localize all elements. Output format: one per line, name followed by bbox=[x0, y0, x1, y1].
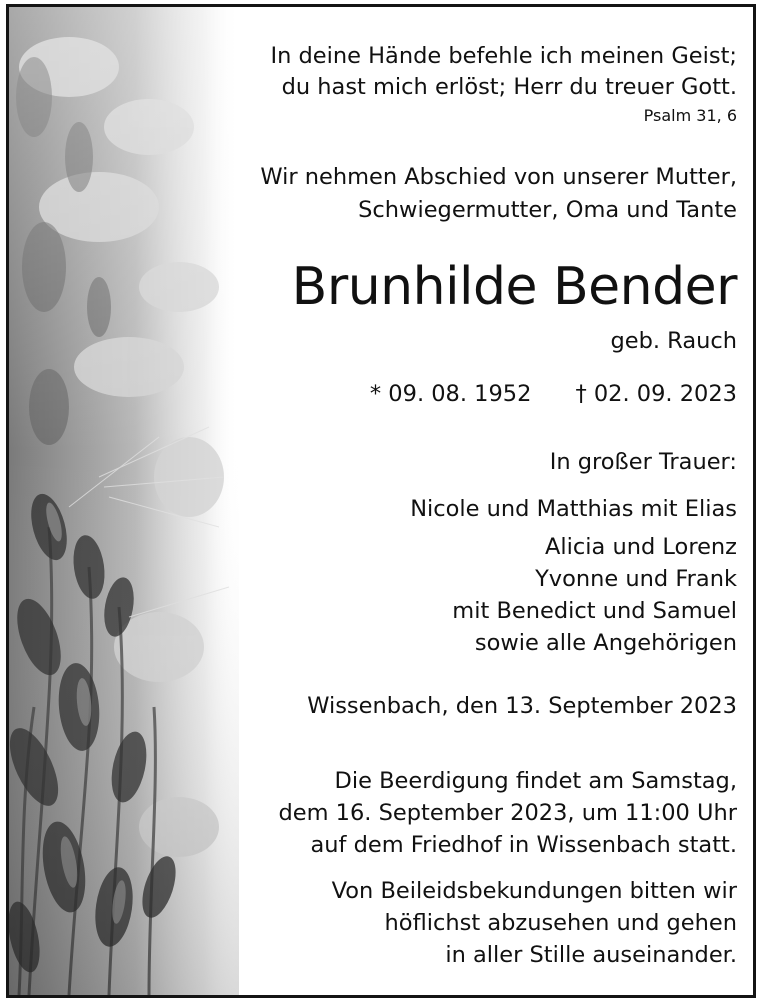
mourner-line: Yvonne und Frank bbox=[535, 566, 737, 592]
place-date: Wissenbach, den 13. September 2023 bbox=[307, 693, 737, 719]
deceased-name: Brunhilde Bender bbox=[291, 257, 737, 317]
verse-line-1: In deine Hände befehle ich meinen Geist; bbox=[270, 43, 737, 69]
mourner-line: sowie alle Angehörigen bbox=[474, 630, 737, 656]
maiden-name: geb. Rauch bbox=[610, 328, 737, 354]
verse-line-2: du hast mich erlöst; Herr du treuer Gott. bbox=[281, 74, 737, 100]
funeral-line-1: Die Beerdigung findet am Samstag, bbox=[334, 768, 737, 794]
condolences-line-2: höflichst abzusehen und gehen bbox=[384, 910, 737, 936]
funeral-line-3: auf dem Friedhof in Wissenbach statt. bbox=[310, 832, 737, 858]
obituary-frame bbox=[6, 4, 756, 998]
funeral-line-2: dem 16. September 2023, um 11:00 Uhr bbox=[278, 800, 737, 826]
mourner-line: Nicole und Matthias mit Elias bbox=[410, 496, 737, 522]
mourning-heading: In großer Trauer: bbox=[549, 449, 737, 475]
life-dates bbox=[370, 379, 737, 410]
condolences-line-3: in aller Stille auseinander. bbox=[445, 942, 737, 968]
birth-date: * 09. 08. 1952 bbox=[369, 381, 532, 407]
farewell-line-2: Schwiegermutter, Oma und Tante bbox=[358, 197, 737, 223]
farewell-line-1: Wir nehmen Abschied von unserer Mutter, bbox=[260, 164, 737, 190]
death-date: † 02. 09. 2023 bbox=[575, 381, 737, 407]
condolences-line-1: Von Beileidsbekundungen bitten wir bbox=[331, 878, 737, 904]
wheat-field-photo bbox=[9, 7, 239, 995]
mourner-line: Alicia und Lorenz bbox=[545, 534, 737, 560]
verse-reference: Psalm 31, 6 bbox=[643, 106, 737, 125]
mourner-line: mit Benedict und Samuel bbox=[452, 598, 737, 624]
